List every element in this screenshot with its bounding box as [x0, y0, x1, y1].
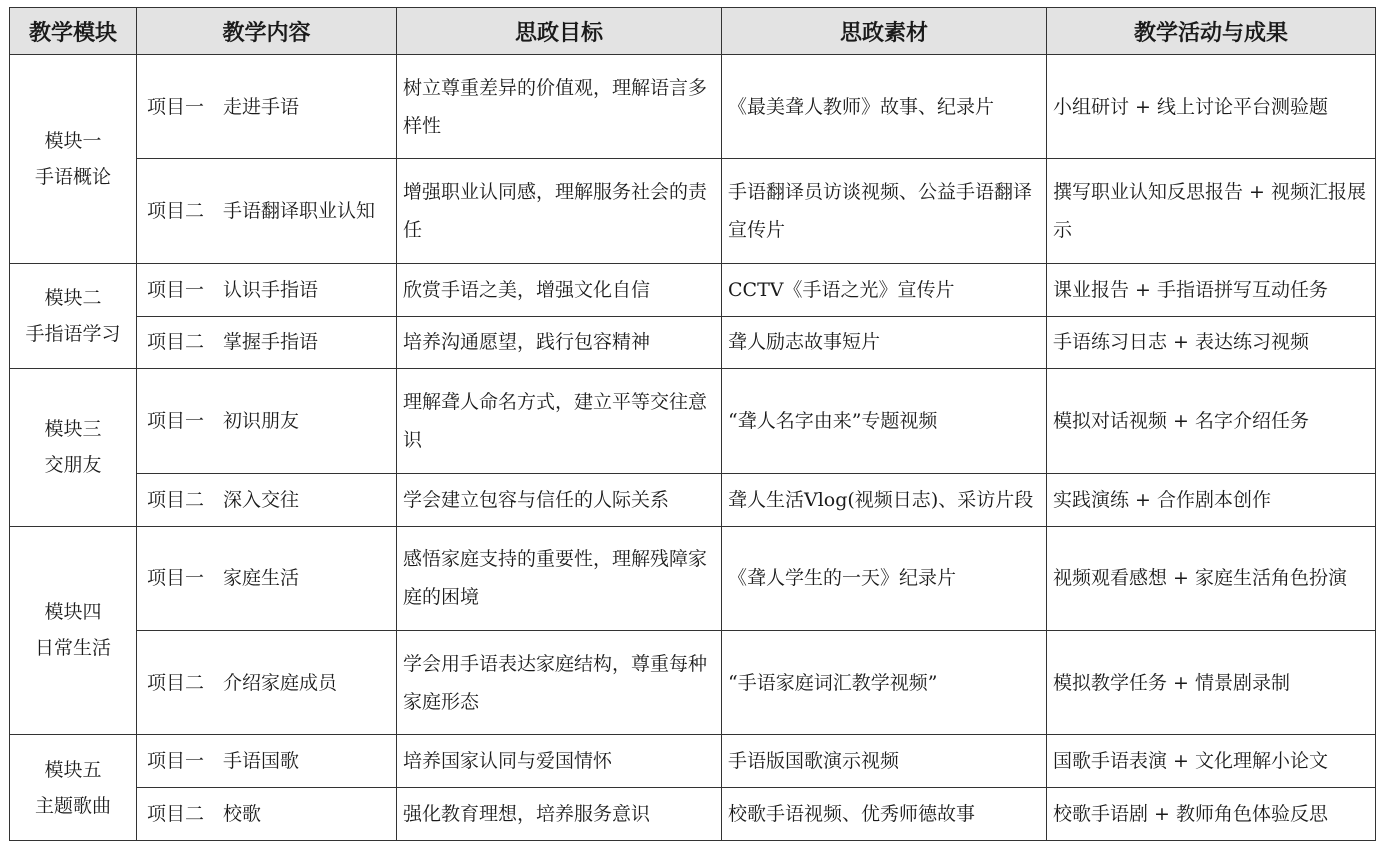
content-cell: 项目二 手语翻译职业认知	[137, 159, 397, 263]
goal-cell: 强化教育理想，培养服务意识	[397, 788, 722, 841]
module-cell	[10, 263, 137, 369]
content-cell: 项目二 校歌	[137, 788, 397, 841]
content-cell: 项目一 手语国歌	[137, 735, 397, 788]
content-cell: 项目一 认识手指语	[137, 263, 397, 316]
activity-cell: 校歌手语剧 + 教师角色体验反思	[1047, 788, 1376, 841]
module-number: 模块三	[44, 418, 102, 441]
activity-cell: 撰写职业认知反思报告 + 视频汇报展示	[1047, 159, 1376, 263]
activity-cell: 视频观看感想 + 家庭生活角色扮演	[1047, 526, 1376, 630]
module-title: 交朋友	[44, 454, 102, 477]
activity-cell: 实践演练 + 合作剧本创作	[1047, 473, 1376, 526]
header-material: 思政素材	[722, 8, 1047, 55]
content-cell: 项目二 深入交往	[137, 473, 397, 526]
table-row	[10, 735, 1376, 788]
material-cell: 手语版国歌演示视频	[722, 735, 1047, 788]
module-cell	[10, 55, 137, 264]
table-row	[10, 526, 1376, 630]
header-activity: 教学活动与成果	[1047, 8, 1376, 55]
activity-cell: 课业报告 + 手指语拼写互动任务	[1047, 263, 1376, 316]
table-row	[10, 316, 1376, 369]
goal-cell: 学会用手语表达家庭结构，尊重每种家庭形态	[397, 630, 722, 734]
module-title: 手指语学习	[25, 323, 121, 346]
activity-cell: 小组研讨 + 线上讨论平台测验题	[1047, 55, 1376, 159]
content-cell: 项目二 介绍家庭成员	[137, 630, 397, 734]
goal-cell: 感悟家庭支持的重要性，理解残障家庭的困境	[397, 526, 722, 630]
module-number: 模块五	[44, 758, 102, 781]
table-row	[10, 159, 1376, 263]
content-cell: 项目一 走进手语	[137, 55, 397, 159]
table-row	[10, 263, 1376, 316]
module-number: 模块二	[44, 287, 102, 310]
activity-cell: 模拟对话视频 + 名字介绍任务	[1047, 369, 1376, 473]
activity-cell: 手语练习日志 + 表达练习视频	[1047, 316, 1376, 369]
material-cell: CCTV《手语之光》宣传片	[722, 263, 1047, 316]
material-cell: 《最美聋人教师》故事、纪录片	[722, 55, 1047, 159]
goal-cell: 树立尊重差异的价值观，理解语言多样性	[397, 55, 722, 159]
content-cell: 项目二 掌握手指语	[137, 316, 397, 369]
goal-cell: 理解聋人命名方式，建立平等交往意识	[397, 369, 722, 473]
module-title: 日常生活	[34, 637, 111, 660]
table-row	[10, 630, 1376, 734]
header-goal: 思政目标	[397, 8, 722, 55]
table-row	[10, 369, 1376, 473]
material-cell: 聋人励志故事短片	[722, 316, 1047, 369]
module-title: 手语概论	[34, 165, 111, 188]
table-row	[10, 55, 1376, 159]
material-cell: 《聋人学生的一天》纪录片	[722, 526, 1047, 630]
table-row	[10, 788, 1376, 841]
material-cell: 聋人生活Vlog(视频日志)、采访片段	[722, 473, 1047, 526]
material-cell: 校歌手语视频、优秀师德故事	[722, 788, 1047, 841]
curriculum-table	[9, 7, 1376, 841]
material-cell: 手语翻译员访谈视频、公益手语翻译宣传片	[722, 159, 1047, 263]
goal-cell: 培养国家认同与爱国情怀	[397, 735, 722, 788]
header-module: 教学模块	[10, 8, 137, 55]
material-cell: “手语家庭词汇教学视频”	[722, 630, 1047, 734]
material-cell: “聋人名字由来”专题视频	[722, 369, 1047, 473]
goal-cell: 增强职业认同感，理解服务社会的责任	[397, 159, 722, 263]
header-content: 教学内容	[137, 8, 397, 55]
goal-cell: 培养沟通愿望，践行包容精神	[397, 316, 722, 369]
content-cell: 项目一 家庭生活	[137, 526, 397, 630]
module-cell	[10, 526, 137, 735]
module-title: 主题歌曲	[34, 794, 111, 817]
content-cell: 项目一 初识朋友	[137, 369, 397, 473]
goal-cell: 学会建立包容与信任的人际关系	[397, 473, 722, 526]
activity-cell: 国歌手语表演 + 文化理解小论文	[1047, 735, 1376, 788]
header-row	[10, 8, 1376, 55]
table-row	[10, 473, 1376, 526]
module-number: 模块一	[44, 129, 102, 152]
goal-cell: 欣赏手语之美，增强文化自信	[397, 263, 722, 316]
module-cell	[10, 735, 137, 841]
module-cell	[10, 369, 137, 526]
module-number: 模块四	[44, 601, 102, 624]
activity-cell: 模拟教学任务 + 情景剧录制	[1047, 630, 1376, 734]
